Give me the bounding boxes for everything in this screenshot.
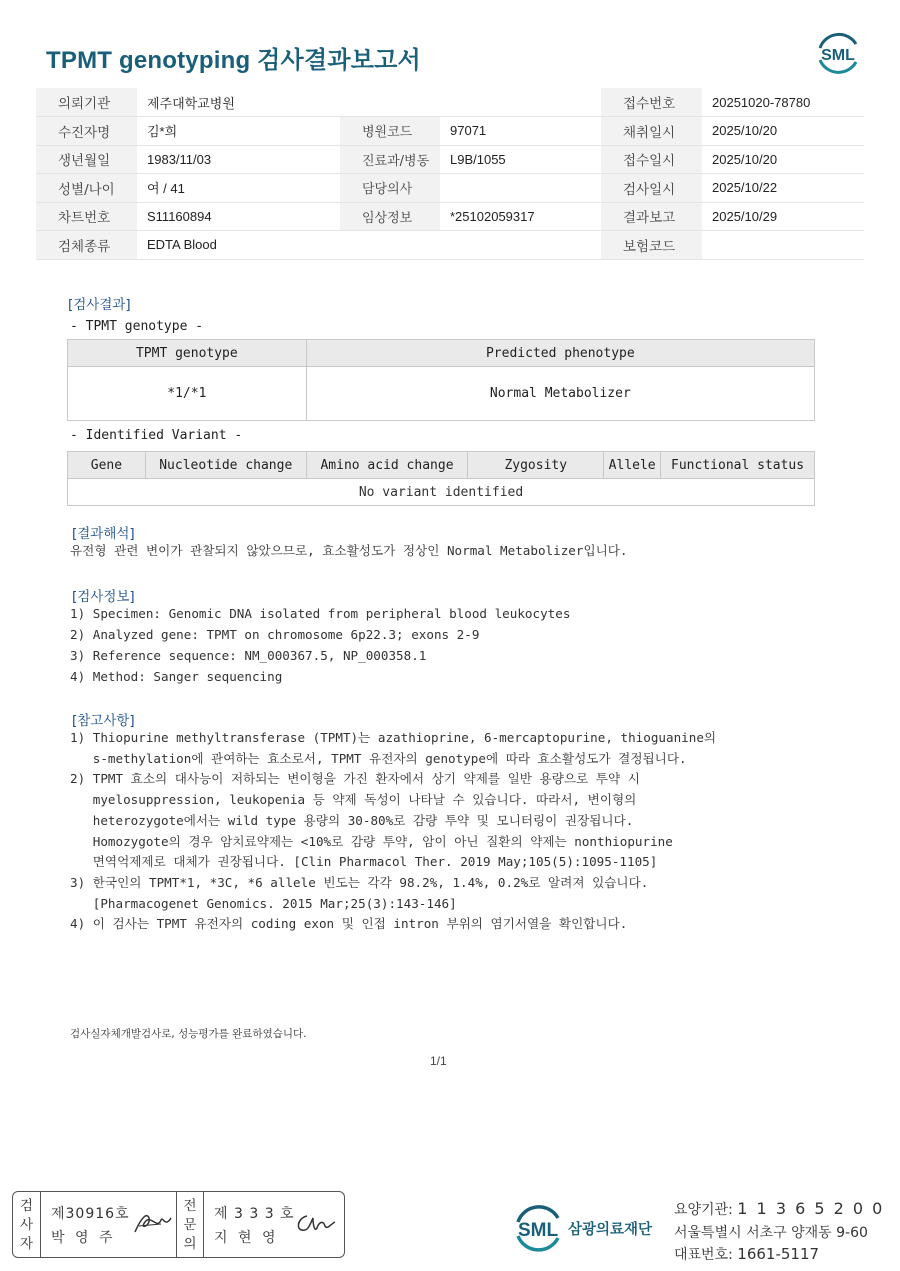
examiner-label bbox=[13, 1192, 41, 1258]
org-code bbox=[674, 1199, 884, 1219]
info-label: 검사일시 bbox=[601, 174, 702, 203]
interpretation-heading: [결과해석] bbox=[72, 526, 135, 542]
genotype-value: *1/*1 bbox=[68, 367, 307, 421]
test-info-heading: [검사정보] bbox=[72, 589, 135, 605]
info-value: *25102059317 bbox=[440, 202, 601, 231]
org-phone bbox=[674, 1244, 819, 1264]
svg-text:SML: SML bbox=[821, 47, 855, 64]
info-label: 의뢰기관 bbox=[36, 88, 137, 117]
sml-foundation-logo-icon bbox=[510, 1200, 566, 1256]
specialist-signature-icon bbox=[291, 1208, 339, 1238]
validation-footnote: 검사실자체개발검사로, 성능평가를 완료하였습니다. bbox=[70, 1028, 307, 1040]
notes-line: 4) 이 검사는 TPMT 유전자의 coding exon 및 인접 intron 부위의 염기서열을 확인합니다. bbox=[70, 916, 628, 932]
specialist-name: 지 현 영 bbox=[214, 1230, 279, 1246]
info-label: 채취일시 bbox=[601, 117, 702, 146]
info-label bbox=[340, 88, 440, 117]
signature-label-char: 자 bbox=[19, 1236, 34, 1252]
notes-line: Homozygote의 경우 암치료약제는 <10%로 감량 투약, 암이 아닌 질환의 약제는 nonthiopurine bbox=[70, 833, 673, 849]
test-info-line: 1) Specimen: Genomic DNA isolated from peripheral blood leukocytes bbox=[70, 606, 571, 621]
info-row bbox=[36, 145, 864, 174]
signature-label-char: 검 bbox=[19, 1198, 34, 1214]
info-label: 병원코드 bbox=[340, 117, 440, 146]
info-value: 김*희 bbox=[137, 117, 340, 146]
variant-header-functional-status: Functional status bbox=[661, 452, 815, 479]
variant-header-allele: Allele bbox=[604, 452, 661, 479]
notes-line: 2) TPMT 효소의 대사능이 저하되는 변이형을 가진 환자에서 상기 약제를 일반 용량으로 투약 시 bbox=[70, 771, 640, 787]
info-value: 2025/10/29 bbox=[702, 202, 864, 231]
info-value: 여 / 41 bbox=[137, 174, 340, 203]
variant-header-nucleotide: Nucleotide change bbox=[145, 452, 306, 479]
test-info-line: 3) Reference sequence: NM_000367.5, NP_000358.1 bbox=[70, 648, 427, 663]
info-label: 생년월일 bbox=[36, 145, 137, 174]
variant-table bbox=[67, 451, 815, 506]
info-label: 임상정보 bbox=[340, 202, 440, 231]
page-number: 1/1 bbox=[430, 1054, 447, 1068]
info-label: 성별/나이 bbox=[36, 174, 137, 203]
org-phone-value: 1661-5117 bbox=[737, 1245, 820, 1263]
variant-header-amino-acid: Amino acid change bbox=[306, 452, 468, 479]
info-label bbox=[340, 231, 440, 260]
signature-label-char: 전 bbox=[183, 1198, 197, 1214]
variant-subheading: - Identified Variant - bbox=[70, 428, 243, 443]
org-name: 삼광의료재단 bbox=[568, 1222, 653, 1238]
info-label: 차트번호 bbox=[36, 202, 137, 231]
info-value: 1983/11/03 bbox=[137, 145, 340, 174]
info-value: 97071 bbox=[440, 117, 601, 146]
info-row bbox=[36, 231, 864, 260]
info-label: 보험코드 bbox=[601, 231, 702, 260]
info-value: S11160894 bbox=[137, 202, 340, 231]
phenotype-header: Predicted phenotype bbox=[306, 340, 814, 367]
info-row bbox=[36, 117, 864, 146]
examiner-signature-icon bbox=[131, 1208, 179, 1238]
test-info-line: 2) Analyzed gene: TPMT on chromosome 6p22.3; exons 2-9 bbox=[70, 627, 480, 642]
org-address: 서울특별시 서초구 양재동 9-60 bbox=[674, 1225, 868, 1241]
notes-line: 3) 한국인의 TPMT*1, *3C, *6 allele 빈도는 각각 98.2%, 1.4%, 0.2%로 알려져 있습니다. bbox=[70, 874, 649, 890]
interpretation-text: 유전형 관련 변이가 관찰되지 않았으므로, 효소활성도가 정상인 Normal Metabolizer입니다. bbox=[70, 543, 628, 558]
sml-logo-icon bbox=[812, 28, 864, 76]
org-phone-label: 대표번호: bbox=[674, 1247, 733, 1263]
specialist-license: 제 3 3 3 호 bbox=[214, 1206, 295, 1222]
info-label: 수진자명 bbox=[36, 117, 137, 146]
examiner-name: 박 영 주 bbox=[51, 1230, 116, 1246]
info-row bbox=[36, 202, 864, 231]
report-title: TPMT genotyping 검사결과보고서 bbox=[46, 47, 421, 74]
no-variant-message: No variant identified bbox=[68, 479, 815, 506]
signature-label-char: 의 bbox=[183, 1236, 197, 1252]
info-value: 2025/10/20 bbox=[702, 117, 864, 146]
signature-label-char: 문 bbox=[183, 1217, 197, 1233]
examiner-license: 제30916호 bbox=[51, 1206, 130, 1222]
genotype-header: TPMT genotype bbox=[68, 340, 307, 367]
patient-info-table bbox=[36, 88, 864, 260]
info-row bbox=[36, 88, 864, 117]
info-label: 결과보고 bbox=[601, 202, 702, 231]
notes-line: myelosuppression, leukopenia 등 약제 독성이 나타날 수 있습니다. 따라서, 변이형의 bbox=[70, 792, 637, 808]
info-value bbox=[702, 231, 864, 260]
info-value: 2025/10/22 bbox=[702, 174, 864, 203]
info-value bbox=[440, 174, 601, 203]
info-value: 2025/10/20 bbox=[702, 145, 864, 174]
signature-box bbox=[12, 1191, 345, 1258]
info-label: 진료과/병동 bbox=[340, 145, 440, 174]
info-label: 접수일시 bbox=[601, 145, 702, 174]
info-value bbox=[440, 231, 601, 260]
info-value: 20251020-78780 bbox=[702, 88, 864, 117]
variant-header-zygosity: Zygosity bbox=[468, 452, 604, 479]
info-label: 접수번호 bbox=[601, 88, 702, 117]
variant-header-gene: Gene bbox=[68, 452, 146, 479]
notes-line: s-methylation에 관여하는 효소로서, TPMT 유전자의 genotype에 따라 효소활성도가 결정됩니다. bbox=[70, 750, 687, 766]
info-value: L9B/1055 bbox=[440, 145, 601, 174]
org-code-value: 1 1 3 6 5 2 0 0 bbox=[737, 1199, 885, 1218]
info-value: EDTA Blood bbox=[137, 231, 340, 260]
notes-line: 면역억제제로 대체가 권장됩니다. [Clin Pharmacol Ther. 2019 May;105(5):1095-1105] bbox=[70, 854, 658, 870]
notes-line: heterozygote에서는 wild type 용량의 30-80%로 감량 투약 및 모니터링이 권장됩니다. bbox=[70, 812, 634, 828]
notes-line: [Pharmacogenet Genomics. 2015 Mar;25(3):143-146] bbox=[70, 895, 457, 911]
phenotype-value: Normal Metabolizer bbox=[306, 367, 814, 421]
info-row bbox=[36, 174, 864, 203]
signature-label-char: 사 bbox=[19, 1217, 34, 1233]
info-label: 담당의사 bbox=[340, 174, 440, 203]
results-heading: [검사결과] bbox=[68, 297, 131, 313]
notes-heading: [참고사항] bbox=[72, 713, 135, 729]
svg-text:SML: SML bbox=[517, 1220, 559, 1241]
info-label: 검체종류 bbox=[36, 231, 137, 260]
notes-line: 1) Thiopurine methyltransferase (TPMT)는 azathioprine, 6-mercaptopurine, thioguanine의 bbox=[70, 730, 717, 745]
genotype-subheading: - TPMT genotype - bbox=[70, 319, 204, 334]
specialist-label bbox=[176, 1192, 204, 1258]
test-info-line: 4) Method: Sanger sequencing bbox=[70, 669, 283, 684]
info-value bbox=[440, 88, 601, 117]
org-code-label: 요양기관: bbox=[674, 1202, 733, 1218]
info-value: 제주대학교병원 bbox=[137, 88, 340, 117]
genotype-table bbox=[67, 339, 815, 421]
